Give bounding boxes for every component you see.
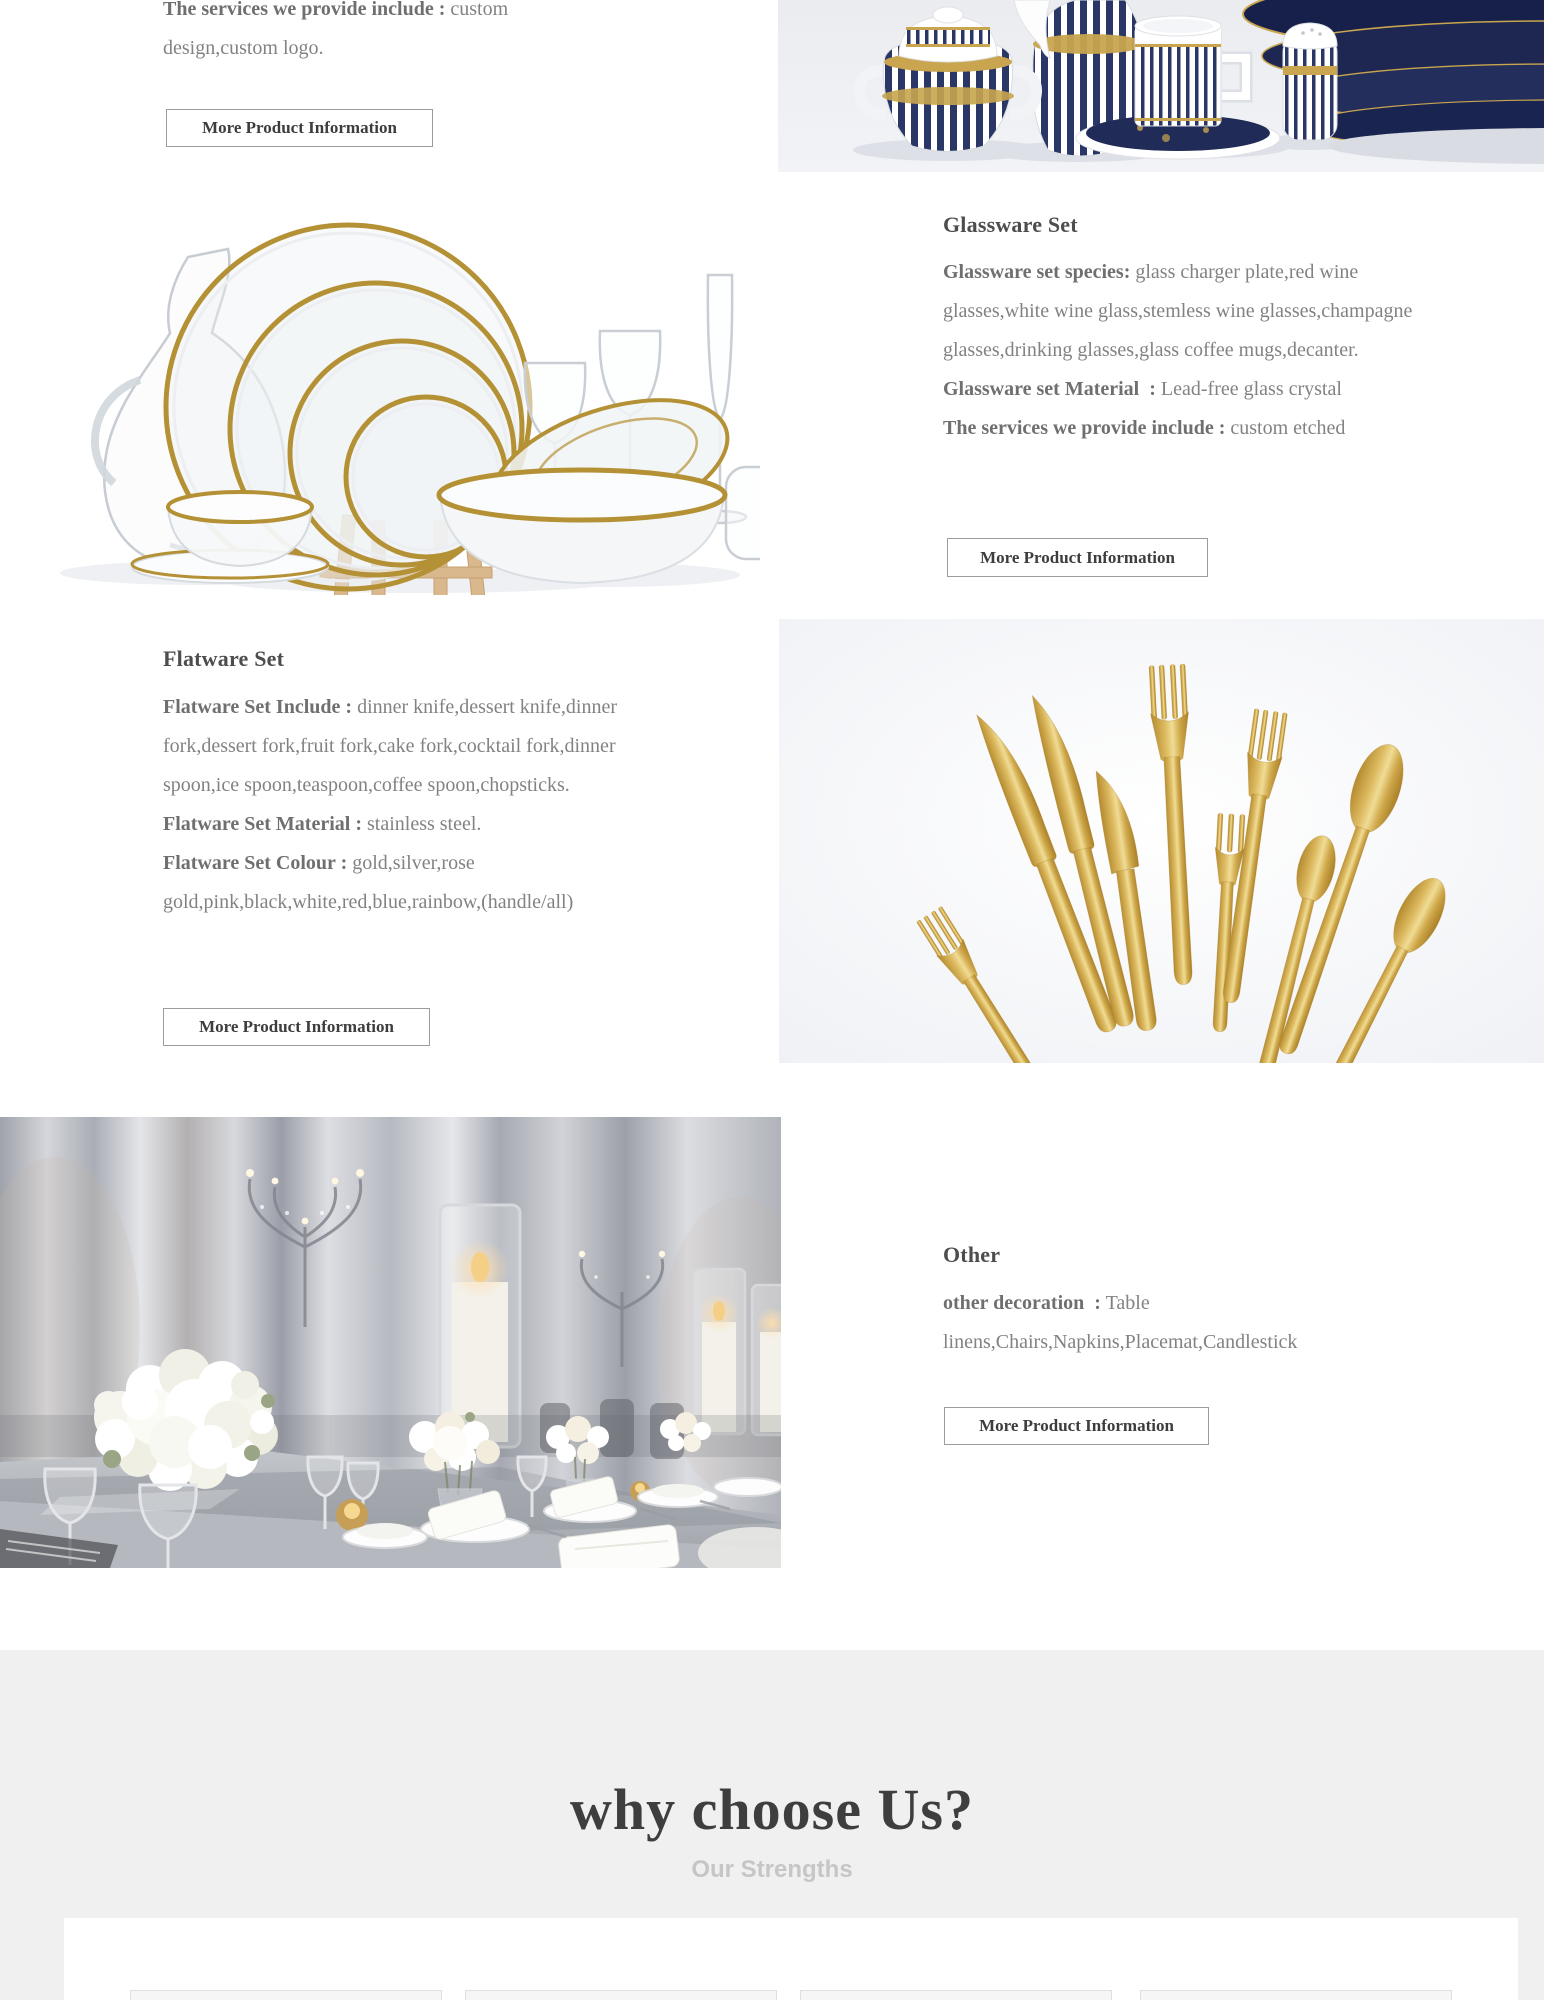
other-heading: Other: [943, 1242, 1001, 1267]
wedding-table-decoration-image: [0, 1117, 781, 1568]
glassware-more-info-button[interactable]: More Product Information: [947, 538, 1208, 577]
flatware-include-value: dinner knife,dessert knife,dinner fork,dessert fork,fruit fork,cake fork,cocktail fork,dinner spoon,ice spoon,teaspoon,coffee spoon,chopsticks.: [163, 696, 622, 796]
why-choose-us-title: why choose Us?: [570, 1777, 974, 1842]
glassware-spec-text: [943, 253, 1448, 448]
why-choose-us-subtitle: Our Strengths: [691, 1856, 853, 1883]
flatware-colour-value: gold,silver,rose gold,pink,black,white,red,blue,rainbow,(handle/all): [163, 852, 574, 913]
gold-rim-glassware-set-image: [20, 215, 760, 595]
flatware-colour-label: Flatware Set Colour :: [163, 852, 348, 874]
other-decoration-label: other decoration :: [943, 1292, 1101, 1314]
dinnerware-services-text: [163, 0, 563, 68]
flatware-material-value: stainless steel.: [362, 813, 482, 835]
flatware-spec-text: [163, 688, 660, 922]
flatware-more-info-button[interactable]: More Product Information: [163, 1008, 430, 1046]
strength-box-2: [465, 1990, 777, 2000]
strengths-card: [64, 1918, 1518, 2000]
glassware-services-value: custom etched: [1225, 417, 1346, 439]
glassware-material-label: Glassware set Material :: [943, 378, 1156, 400]
glassware-species-value: glass charger plate,red wine glasses,white wine glass,stemless wine glasses,champagne glasses,drinking glasses,glass coffee mugs,decanter.: [943, 261, 1418, 361]
flatware-material-label: Flatware Set Material :: [163, 813, 362, 835]
strength-box-4: [1140, 1990, 1452, 2000]
strength-box-1: [130, 1990, 442, 2000]
flatware-include-label: Flatware Set Include :: [163, 696, 353, 718]
glassware-species-label: Glassware set species:: [943, 261, 1131, 283]
flatware-heading: Flatware Set: [163, 646, 285, 671]
strength-box-3: [800, 1990, 1112, 2000]
dinnerware-services-label: The services we provide include :: [163, 0, 446, 20]
other-spec-text: [943, 1284, 1463, 1362]
other-decoration-value: Table linens,Chairs,Napkins,Placemat,Candlestick: [943, 1292, 1298, 1353]
glassware-heading: Glassware Set: [943, 212, 1078, 237]
gold-flatware-set-image: [779, 619, 1544, 1063]
blue-striped-porcelain-tea-set-image: [778, 0, 1544, 172]
glassware-material-value: Lead-free glass crystal: [1155, 378, 1342, 400]
dinnerware-services-value: custom design,custom logo.: [163, 0, 514, 59]
other-more-info-button[interactable]: More Product Information: [944, 1407, 1209, 1445]
glassware-services-label: The services we provide include :: [943, 417, 1226, 439]
dinnerware-more-info-button[interactable]: More Product Information: [166, 109, 433, 147]
